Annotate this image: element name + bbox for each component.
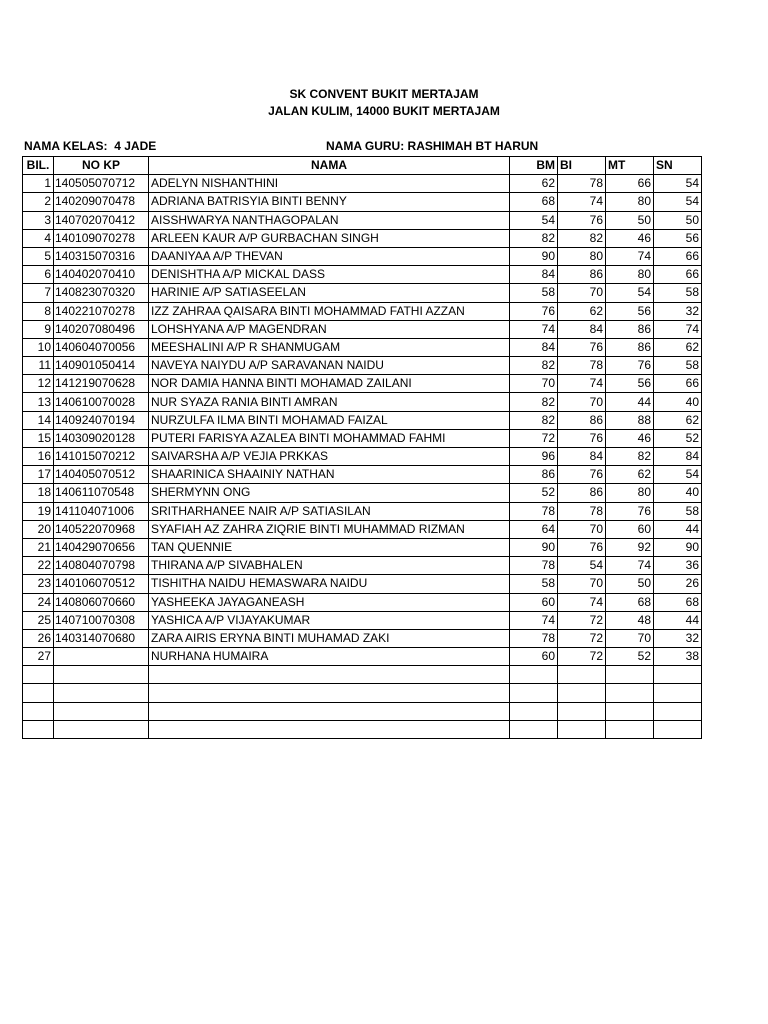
cell-nama: DENISHTHA A/P MICKAL DASS: [149, 266, 510, 284]
cell-bm: 58: [510, 284, 558, 302]
cell-bm: 82: [510, 357, 558, 375]
table-row: [23, 611, 702, 629]
cell-no-kp: 141104071006: [54, 502, 149, 520]
empty-cell: [558, 720, 606, 738]
cell-no-kp: 140924070194: [54, 411, 149, 429]
cell-bil: 11: [23, 357, 54, 375]
empty-cell: [606, 720, 654, 738]
cell-bil: 17: [23, 466, 54, 484]
column-header-nama: NAMA: [149, 157, 510, 175]
table-row: [23, 247, 702, 265]
cell-bil: 27: [23, 648, 54, 666]
cell-bi: 84: [558, 320, 606, 338]
cell-sn: 50: [654, 211, 702, 229]
cell-bil: 9: [23, 320, 54, 338]
cell-bil: 15: [23, 429, 54, 447]
table-row: [23, 193, 702, 211]
table-row: [23, 557, 702, 575]
cell-bm: 74: [510, 320, 558, 338]
cell-bil: 10: [23, 338, 54, 356]
cell-mt: 48: [606, 611, 654, 629]
cell-bi: 70: [558, 393, 606, 411]
cell-nama: YASHICA A/P VIJAYAKUMAR: [149, 611, 510, 629]
cell-sn: 26: [654, 575, 702, 593]
cell-sn: 56: [654, 229, 702, 247]
cell-nama: MEESHALINI A/P R SHANMUGAM: [149, 338, 510, 356]
cell-nama: NAVEYA NAIYDU A/P SARAVANAN NAIDU: [149, 357, 510, 375]
cell-bm: 82: [510, 229, 558, 247]
empty-cell: [149, 684, 510, 702]
cell-bil: 13: [23, 393, 54, 411]
table-row: [23, 411, 702, 429]
table-row: [23, 284, 702, 302]
cell-no-kp: 140314070680: [54, 629, 149, 647]
empty-cell: [510, 666, 558, 684]
cell-nama: SHAARINICA SHAAINIY NATHAN: [149, 466, 510, 484]
cell-no-kp: 140901050414: [54, 357, 149, 375]
table-row: [23, 466, 702, 484]
empty-table-row: [23, 720, 702, 738]
cell-mt: 50: [606, 211, 654, 229]
cell-bm: 82: [510, 393, 558, 411]
cell-mt: 60: [606, 520, 654, 538]
cell-mt: 86: [606, 338, 654, 356]
cell-bil: 19: [23, 502, 54, 520]
cell-bil: 14: [23, 411, 54, 429]
cell-mt: 76: [606, 502, 654, 520]
cell-bi: 80: [558, 247, 606, 265]
cell-no-kp: 140522070968: [54, 520, 149, 538]
cell-sn: 68: [654, 593, 702, 611]
empty-cell: [510, 720, 558, 738]
table-row: [23, 502, 702, 520]
cell-bi: 82: [558, 229, 606, 247]
cell-bi: 86: [558, 266, 606, 284]
cell-bi: 84: [558, 448, 606, 466]
cell-mt: 76: [606, 357, 654, 375]
cell-bi: 74: [558, 593, 606, 611]
cell-bil: 23: [23, 575, 54, 593]
cell-nama: ZARA AIRIS ERYNA BINTI MUHAMAD ZAKI: [149, 629, 510, 647]
cell-bm: 72: [510, 429, 558, 447]
cell-bm: 58: [510, 575, 558, 593]
empty-cell: [654, 702, 702, 720]
cell-sn: 44: [654, 611, 702, 629]
cell-sn: 54: [654, 193, 702, 211]
cell-bm: 90: [510, 247, 558, 265]
cell-no-kp: 140710070308: [54, 611, 149, 629]
empty-cell: [654, 666, 702, 684]
empty-cell: [558, 684, 606, 702]
cell-no-kp: 140604070056: [54, 338, 149, 356]
cell-nama: ARLEEN KAUR A/P GURBACHAN SINGH: [149, 229, 510, 247]
cell-bil: 20: [23, 520, 54, 538]
cell-bi: 72: [558, 629, 606, 647]
table-row: [23, 575, 702, 593]
table-row: [23, 357, 702, 375]
cell-no-kp: 141015070212: [54, 448, 149, 466]
cell-mt: 74: [606, 247, 654, 265]
cell-no-kp: 140106070512: [54, 575, 149, 593]
cell-sn: 40: [654, 484, 702, 502]
cell-bi: 76: [558, 429, 606, 447]
empty-cell: [54, 720, 149, 738]
cell-nama: LOHSHYANA A/P MAGENDRAN: [149, 320, 510, 338]
empty-cell: [606, 666, 654, 684]
cell-mt: 92: [606, 538, 654, 556]
cell-no-kp: 140702070412: [54, 211, 149, 229]
cell-no-kp: 140315070316: [54, 247, 149, 265]
cell-nama: THIRANA A/P SIVABHALEN: [149, 557, 510, 575]
cell-nama: DAANIYAA A/P THEVAN: [149, 247, 510, 265]
cell-mt: 80: [606, 484, 654, 502]
cell-sn: 38: [654, 648, 702, 666]
empty-cell: [606, 702, 654, 720]
cell-sn: 40: [654, 393, 702, 411]
cell-no-kp: 140505070712: [54, 175, 149, 193]
cell-mt: 62: [606, 466, 654, 484]
cell-bil: 5: [23, 247, 54, 265]
cell-sn: 32: [654, 302, 702, 320]
cell-nama: SHERMYNN ONG: [149, 484, 510, 502]
cell-nama: HARINIE A/P SATIASEELAN: [149, 284, 510, 302]
cell-no-kp: 140611070548: [54, 484, 149, 502]
cell-bi: 72: [558, 648, 606, 666]
cell-sn: 58: [654, 357, 702, 375]
cell-bi: 70: [558, 284, 606, 302]
table-row: [23, 393, 702, 411]
cell-no-kp: 140405070512: [54, 466, 149, 484]
empty-table-row: [23, 666, 702, 684]
cell-mt: 82: [606, 448, 654, 466]
cell-bil: 24: [23, 593, 54, 611]
cell-bi: 74: [558, 193, 606, 211]
cell-bil: 26: [23, 629, 54, 647]
cell-mt: 56: [606, 375, 654, 393]
cell-bm: 78: [510, 629, 558, 647]
table-row: [23, 429, 702, 447]
school-address: JALAN KULIM, 14000 BUKIT MERTAJAM: [268, 104, 500, 118]
empty-cell: [654, 684, 702, 702]
cell-no-kp: 140221070278: [54, 302, 149, 320]
empty-cell: [558, 666, 606, 684]
cell-mt: 44: [606, 393, 654, 411]
cell-bm: 96: [510, 448, 558, 466]
cell-mt: 74: [606, 557, 654, 575]
cell-bm: 86: [510, 466, 558, 484]
table-row: [23, 302, 702, 320]
cell-bi: 74: [558, 375, 606, 393]
cell-bil: 21: [23, 538, 54, 556]
cell-sn: 58: [654, 284, 702, 302]
empty-cell: [558, 702, 606, 720]
cell-bi: 54: [558, 557, 606, 575]
cell-bil: 2: [23, 193, 54, 211]
school-name: SK CONVENT BUKIT MERTAJAM: [289, 87, 479, 101]
table-row: [23, 229, 702, 247]
table-row: [23, 538, 702, 556]
cell-bil: 3: [23, 211, 54, 229]
cell-bm: 84: [510, 266, 558, 284]
cell-bi: 70: [558, 575, 606, 593]
cell-bm: 82: [510, 411, 558, 429]
cell-mt: 80: [606, 266, 654, 284]
cell-sn: 66: [654, 266, 702, 284]
cell-no-kp: 140209070478: [54, 193, 149, 211]
cell-bil: 8: [23, 302, 54, 320]
empty-table-row: [23, 684, 702, 702]
cell-nama: ADRIANA BATRISYIA BINTI BENNY: [149, 193, 510, 211]
cell-bil: 22: [23, 557, 54, 575]
cell-sn: 66: [654, 375, 702, 393]
cell-bil: 7: [23, 284, 54, 302]
empty-cell: [54, 666, 149, 684]
cell-no-kp: 140804070798: [54, 557, 149, 575]
cell-mt: 80: [606, 193, 654, 211]
cell-no-kp: 141219070628: [54, 375, 149, 393]
cell-sn: 54: [654, 175, 702, 193]
cell-bm: 60: [510, 593, 558, 611]
empty-cell: [606, 684, 654, 702]
student-marks-table: [22, 156, 702, 739]
cell-nama: SRITHARHANEE NAIR A/P SATIASILAN: [149, 502, 510, 520]
cell-sn: 90: [654, 538, 702, 556]
table-row: [23, 629, 702, 647]
empty-cell: [23, 684, 54, 702]
empty-cell: [149, 666, 510, 684]
cell-no-kp: 140610070028: [54, 393, 149, 411]
cell-sn: 32: [654, 629, 702, 647]
cell-bm: 70: [510, 375, 558, 393]
cell-nama: AISSHWARYA NANTHAGOPALAN: [149, 211, 510, 229]
cell-mt: 54: [606, 284, 654, 302]
cell-nama: NUR SYAZA RANIA BINTI AMRAN: [149, 393, 510, 411]
cell-sn: 62: [654, 338, 702, 356]
cell-nama: SAIVARSHA A/P VEJIA PRKKAS: [149, 448, 510, 466]
cell-nama: IZZ ZAHRAA QAISARA BINTI MOHAMMAD FATHI AZZAN: [149, 302, 510, 320]
cell-sn: 84: [654, 448, 702, 466]
cell-bi: 76: [558, 338, 606, 356]
cell-bi: 62: [558, 302, 606, 320]
empty-cell: [23, 720, 54, 738]
teacher-label: NAMA GURU: RASHIMAH BT HARUN: [326, 139, 539, 153]
cell-sn: 58: [654, 502, 702, 520]
cell-bi: 76: [558, 538, 606, 556]
cell-no-kp: 140806070660: [54, 593, 149, 611]
cell-sn: 44: [654, 520, 702, 538]
class-label: NAMA KELAS: 4 JADE: [24, 139, 157, 153]
cell-nama: TISHITHA NAIDU HEMASWARA NAIDU: [149, 575, 510, 593]
cell-bil: 16: [23, 448, 54, 466]
cell-sn: 62: [654, 411, 702, 429]
cell-no-kp: 140429070656: [54, 538, 149, 556]
cell-bi: 78: [558, 357, 606, 375]
column-header-sn: SN: [654, 157, 702, 175]
cell-mt: 70: [606, 629, 654, 647]
table-row: [23, 648, 702, 666]
table-row: [23, 175, 702, 193]
cell-bm: 78: [510, 502, 558, 520]
cell-bm: 76: [510, 302, 558, 320]
cell-mt: 68: [606, 593, 654, 611]
table-row: [23, 338, 702, 356]
cell-no-kp: 140109070278: [54, 229, 149, 247]
column-header-bm: BM: [510, 157, 558, 175]
cell-bi: 76: [558, 211, 606, 229]
table-row: [23, 448, 702, 466]
cell-nama: SYAFIAH AZ ZAHRA ZIQRIE BINTI MUHAMMAD RIZMAN: [149, 520, 510, 538]
empty-cell: [510, 702, 558, 720]
cell-bi: 72: [558, 611, 606, 629]
empty-cell: [149, 702, 510, 720]
cell-bm: 62: [510, 175, 558, 193]
cell-nama: PUTERI FARISYA AZALEA BINTI MOHAMMAD FAHMI: [149, 429, 510, 447]
empty-cell: [654, 720, 702, 738]
cell-mt: 52: [606, 648, 654, 666]
table-row: [23, 484, 702, 502]
cell-bm: 64: [510, 520, 558, 538]
cell-bil: 1: [23, 175, 54, 193]
empty-table-row: [23, 702, 702, 720]
cell-bil: 6: [23, 266, 54, 284]
cell-bi: 76: [558, 466, 606, 484]
cell-bil: 18: [23, 484, 54, 502]
cell-bm: 78: [510, 557, 558, 575]
cell-sn: 52: [654, 429, 702, 447]
cell-bi: 78: [558, 175, 606, 193]
column-header-bil: BIL.: [23, 157, 54, 175]
empty-cell: [54, 684, 149, 702]
cell-nama: YASHEEKA JAYAGANEASH: [149, 593, 510, 611]
cell-no-kp: 140207080496: [54, 320, 149, 338]
cell-no-kp: 140402070410: [54, 266, 149, 284]
cell-bm: 90: [510, 538, 558, 556]
cell-mt: 50: [606, 575, 654, 593]
cell-bil: 25: [23, 611, 54, 629]
cell-bil: 4: [23, 229, 54, 247]
cell-mt: 88: [606, 411, 654, 429]
empty-cell: [510, 684, 558, 702]
cell-bm: 74: [510, 611, 558, 629]
table-row: [23, 520, 702, 538]
cell-no-kp: 140823070320: [54, 284, 149, 302]
cell-bm: 68: [510, 193, 558, 211]
cell-mt: 46: [606, 229, 654, 247]
cell-nama: NURZULFA ILMA BINTI MOHAMAD FAIZAL: [149, 411, 510, 429]
empty-cell: [149, 720, 510, 738]
cell-bi: 86: [558, 411, 606, 429]
table-row: [23, 593, 702, 611]
empty-cell: [23, 666, 54, 684]
cell-sn: 36: [654, 557, 702, 575]
cell-bi: 86: [558, 484, 606, 502]
cell-mt: 46: [606, 429, 654, 447]
empty-cell: [23, 702, 54, 720]
table-header-row: [23, 157, 702, 175]
empty-cell: [54, 702, 149, 720]
cell-bm: 84: [510, 338, 558, 356]
cell-bm: 54: [510, 211, 558, 229]
cell-sn: 66: [654, 247, 702, 265]
table-row: [23, 266, 702, 284]
cell-bm: 52: [510, 484, 558, 502]
cell-bi: 78: [558, 502, 606, 520]
cell-nama: ADELYN NISHANTHINI: [149, 175, 510, 193]
column-header-mt: MT: [606, 157, 654, 175]
cell-no-kp: 140309020128: [54, 429, 149, 447]
column-header-no-kp: NO KP: [54, 157, 149, 175]
table-row: [23, 211, 702, 229]
cell-mt: 56: [606, 302, 654, 320]
cell-bi: 70: [558, 520, 606, 538]
cell-nama: NURHANA HUMAIRA: [149, 648, 510, 666]
cell-no-kp: [54, 648, 149, 666]
cell-nama: TAN QUENNIE: [149, 538, 510, 556]
cell-mt: 86: [606, 320, 654, 338]
column-header-bi: BI: [558, 157, 606, 175]
cell-nama: NOR DAMIA HANNA BINTI MOHAMAD ZAILANI: [149, 375, 510, 393]
cell-bil: 12: [23, 375, 54, 393]
table-row: [23, 375, 702, 393]
cell-mt: 66: [606, 175, 654, 193]
cell-sn: 54: [654, 466, 702, 484]
cell-sn: 74: [654, 320, 702, 338]
table-row: [23, 320, 702, 338]
cell-bm: 60: [510, 648, 558, 666]
